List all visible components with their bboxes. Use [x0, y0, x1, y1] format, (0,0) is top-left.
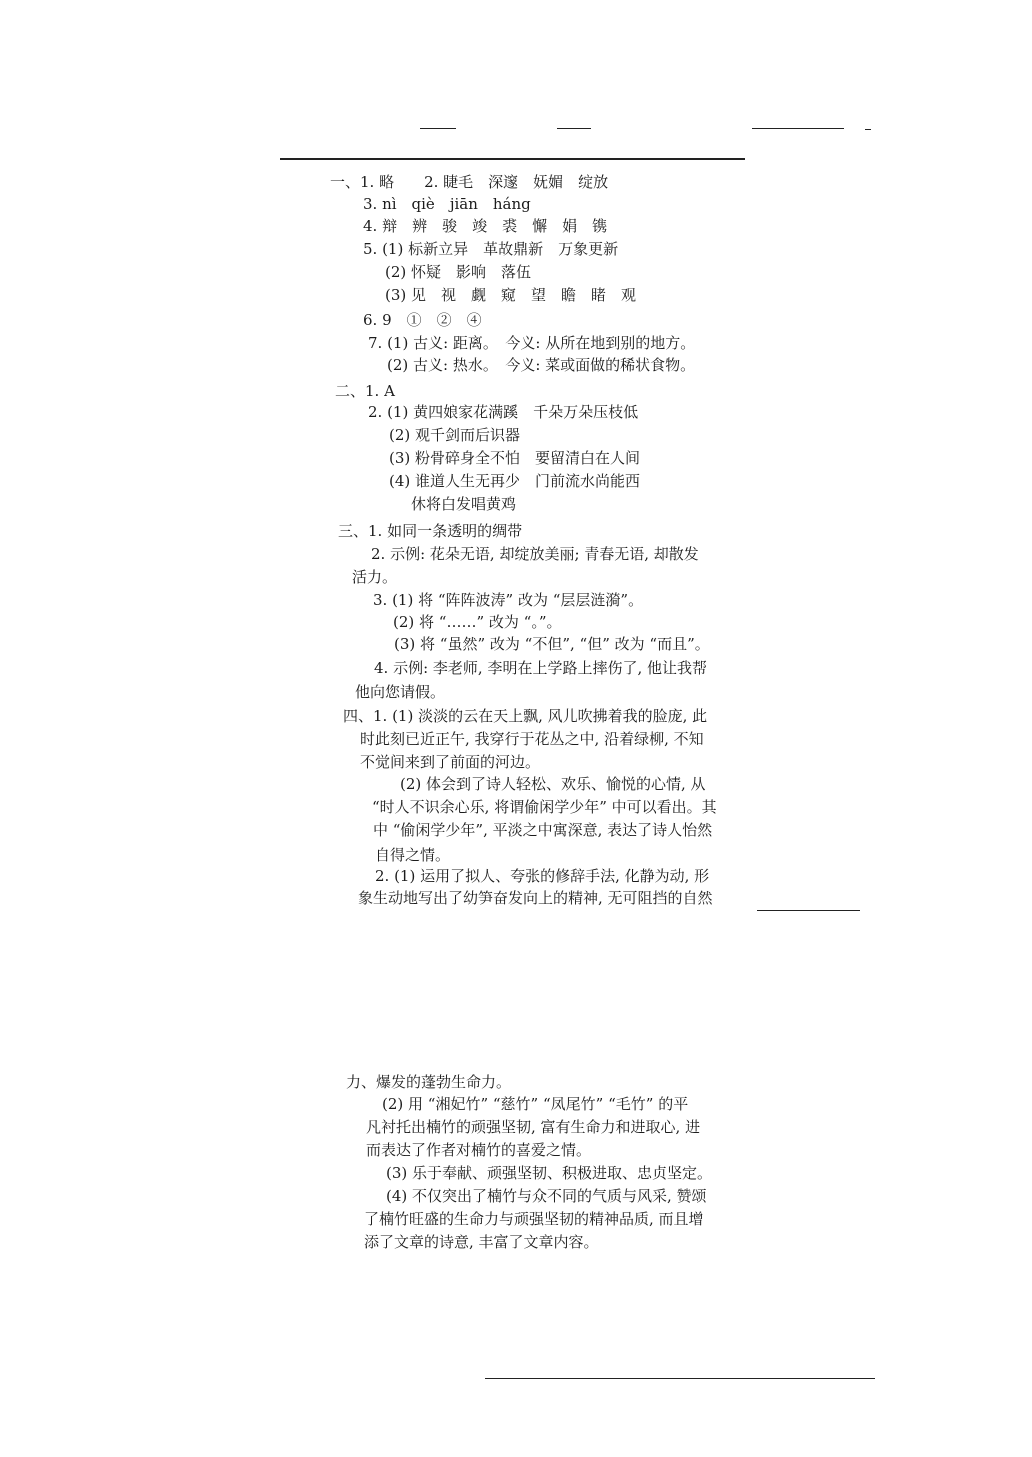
footer-rule: [485, 1378, 875, 1379]
answer-line: 3. (1) 将 “阵阵波涛” 改为 “层层涟漪”。: [373, 591, 644, 609]
answer-line: 力、爆发的蓬勃生命力。: [346, 1073, 512, 1091]
answer-line: (3) 见 视 觑 窥 望 瞻 睹 观: [385, 286, 637, 304]
answer-line: 他向您请假。: [355, 683, 446, 701]
top-rule-fragment-4: [865, 129, 871, 130]
answer-line: (2) 观千剑而后识器: [389, 426, 521, 444]
answer-line: (4) 不仅突出了楠竹与众不同的气质与风采, 赞颂: [386, 1187, 707, 1205]
answer-line: (2) 体会到了诗人轻松、欢乐、愉悦的心情, 从: [400, 775, 706, 793]
answer-line: 凡衬托出楠竹的顽强坚韧, 富有生命力和进取心, 进: [366, 1118, 701, 1136]
answer-line: 四、1. (1) 淡淡的云在天上飘, 风儿吹拂着我的脸庞, 此: [343, 707, 708, 725]
header-rule: [280, 158, 745, 160]
answer-line: 而表达了作者对楠竹的喜爱之情。: [366, 1141, 592, 1159]
answer-line: (2) 用 “湘妃竹” “慈竹” “凤尾竹” “毛竹” 的平: [382, 1095, 689, 1113]
top-rule-fragment-1: [420, 128, 456, 129]
answer-line: 了楠竹旺盛的生命力与顽强坚韧的精神品质, 而且增: [364, 1210, 704, 1228]
answer-line: 不觉间来到了前面的河边。: [360, 753, 541, 771]
answer-line: 自得之情。: [375, 846, 451, 864]
answer-line: 6. 9 ① ② ④: [363, 311, 482, 329]
answer-line: 7. (1) 古义: 距离。 今义: 从所在地到别的地方。: [368, 334, 696, 352]
answer-line: 一、1. 略 2. 睫毛 深邃 妩媚 绽放: [330, 173, 609, 191]
answer-line: 2. 示例: 花朵无语, 却绽放美丽; 青春无语, 却散发: [371, 545, 699, 563]
answer-line: 5. (1) 标新立异 革故鼎新 万象更新: [363, 240, 619, 258]
answer-line: 三、1. 如同一条透明的绸带: [338, 522, 523, 540]
answer-line: 2. (1) 黄四娘家花满蹊 千朵万朵压枝低: [368, 403, 639, 421]
answer-line: “时人不识余心乐, 将谓偷闲学少年” 中可以看出。其: [372, 798, 717, 816]
answer-line: (3) 乐于奉献、顽强坚韧、积极进取、忠贞坚定。: [386, 1164, 713, 1182]
answer-line: 二、1. A: [335, 382, 395, 400]
answer-line: 4. 辩 辨 骏 竣 裘 懈 娟 镌: [363, 217, 608, 235]
top-rule-fragment-3: [752, 128, 844, 129]
answer-line: 象生动地写出了幼笋奋发向上的精神, 无可阻挡的自然: [358, 889, 713, 907]
answer-line: 4. 示例: 李老师, 李明在上学路上摔伤了, 他让我帮: [374, 659, 707, 677]
answer-line: (3) 粉骨碎身全不怕 要留清白在人间: [389, 449, 641, 467]
answer-line: 3. nì qiè jiān háng: [363, 195, 531, 213]
answer-line: 添了文章的诗意, 丰富了文章内容。: [364, 1233, 599, 1251]
answer-line: 休将白发唱黄鸡: [411, 495, 517, 513]
answer-line: (4) 谁道人生无再少 门前流水尚能西: [389, 472, 641, 490]
answer-line: (2) 将 “……” 改为 “。”。: [393, 613, 562, 631]
answer-line: 2. (1) 运用了拟人、夸张的修辞手法, 化静为动, 形: [375, 867, 710, 885]
answer-line: (2) 古义: 热水。 今义: 菜或面做的稀状食物。: [387, 356, 696, 374]
answer-line: (3) 将 “虽然” 改为 “不但”, “但” 改为 “而且”。: [394, 635, 710, 653]
answer-line: 时此刻已近正午, 我穿行于花丛之中, 沿着绿柳, 不知: [360, 730, 704, 748]
answer-line: 中 “偷闲学少年”, 平淡之中寓深意, 表达了诗人怡然: [373, 821, 713, 839]
answer-line: (2) 怀疑 影响 落伍: [385, 263, 532, 281]
top-rule-fragment-2: [557, 128, 591, 129]
answer-line: 活力。: [352, 568, 398, 586]
side-rule: [757, 910, 860, 911]
